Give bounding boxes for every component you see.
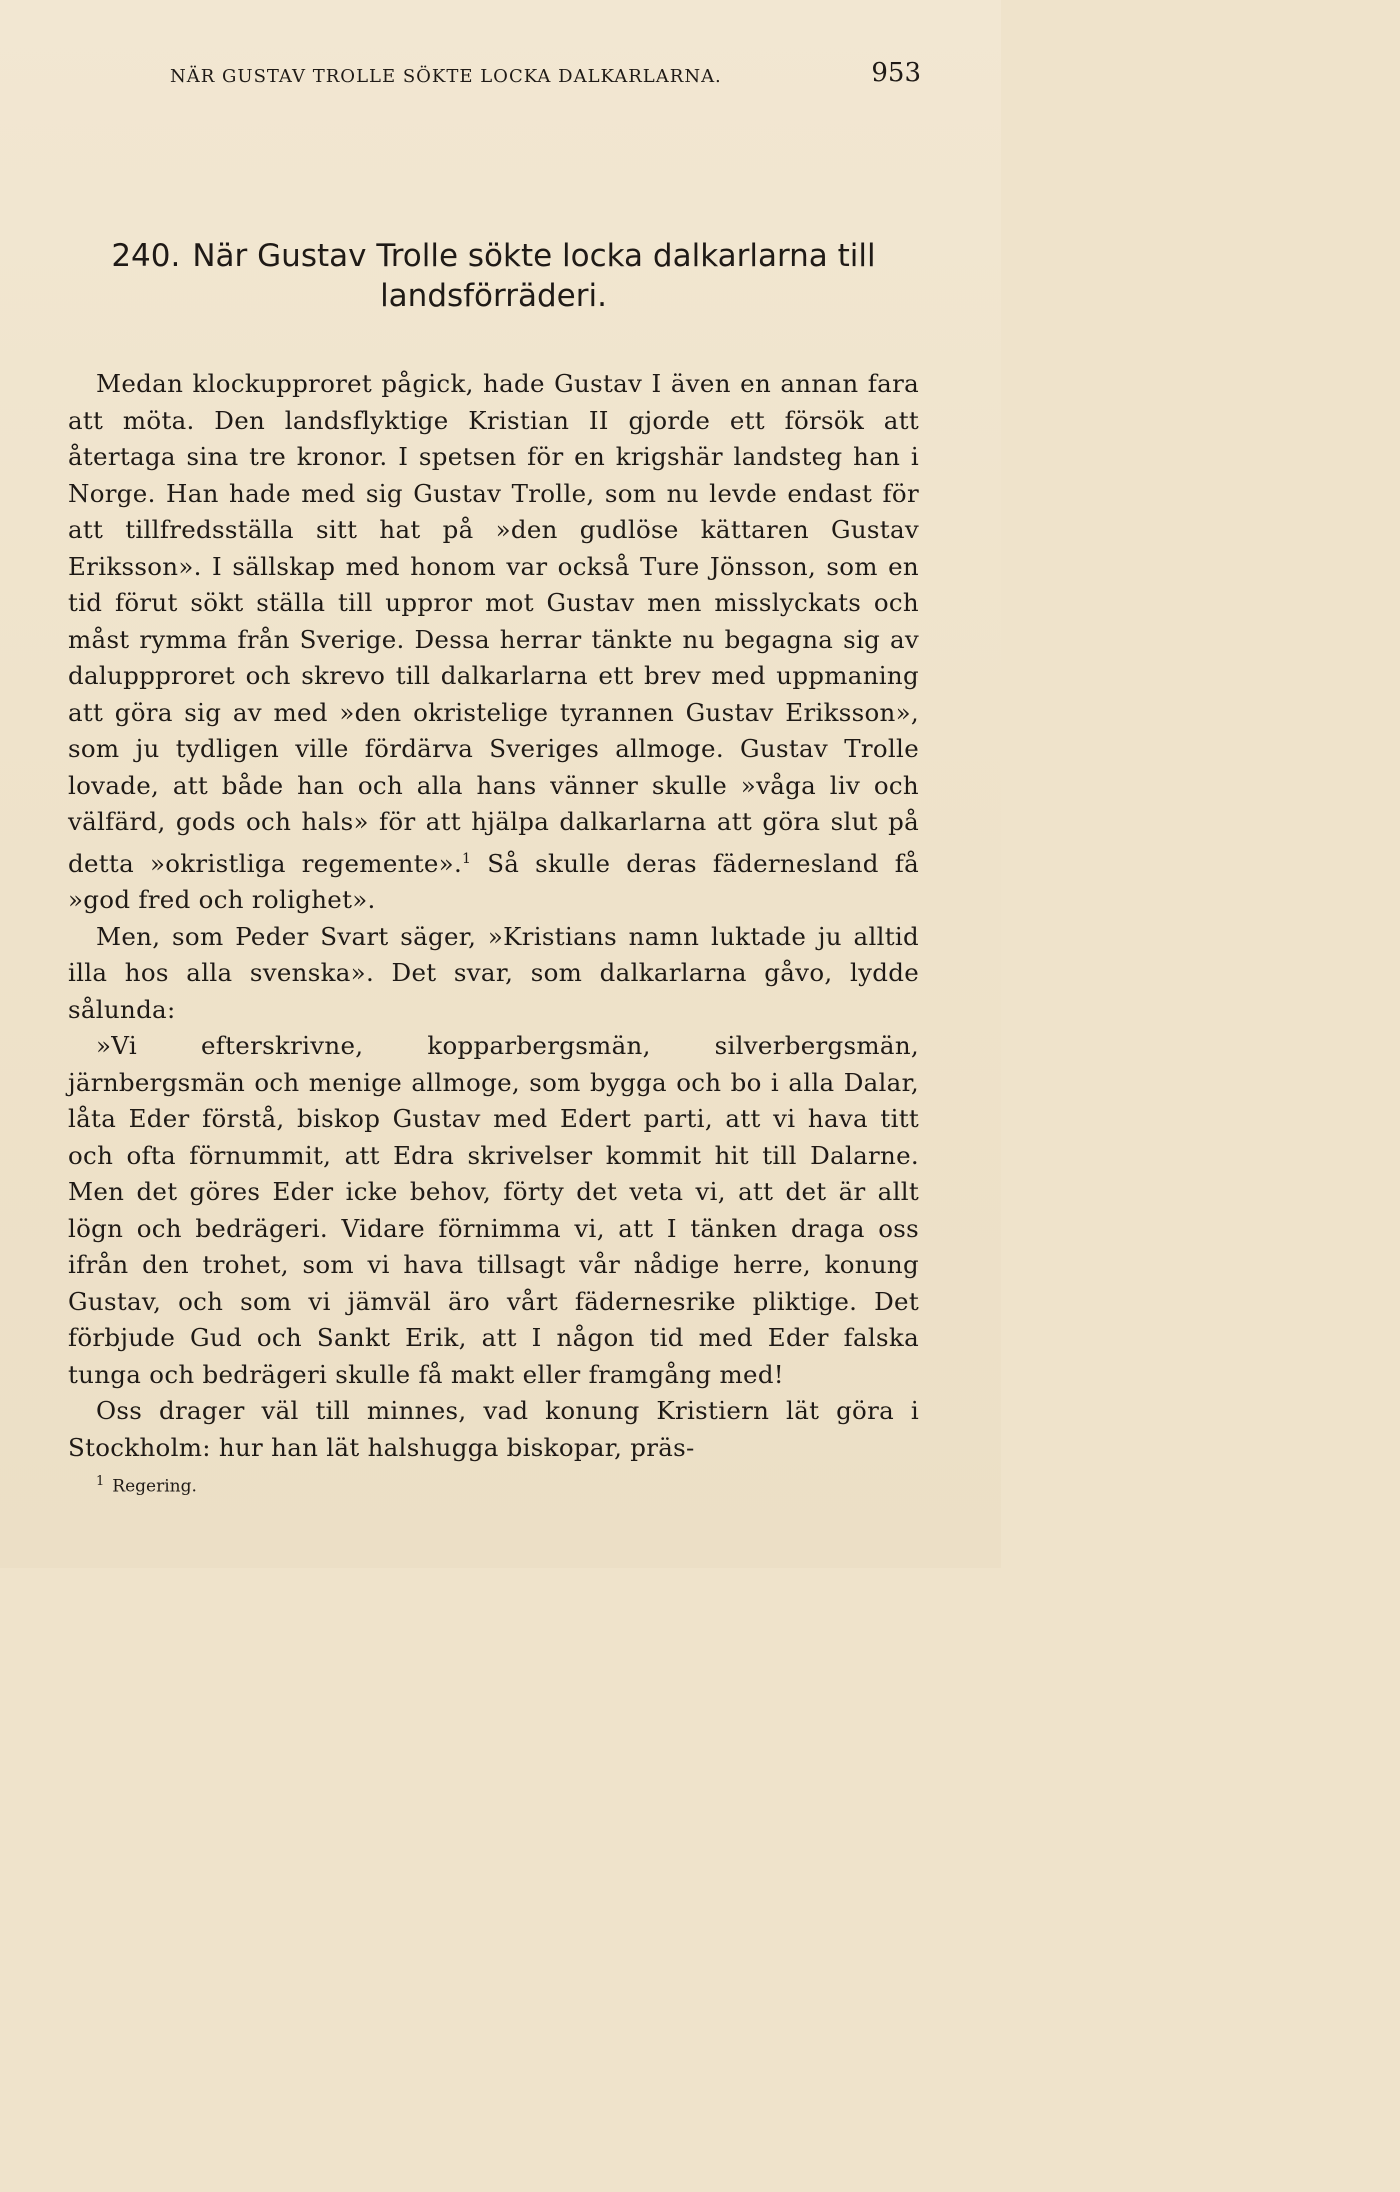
paragraph-2: Men, som Peder Svart säger, »Kristians namn luktade ju alltid illa hos alla svenska». Det svar, som dalkarlarna gåvo, lydde sålunda: — [68, 921, 919, 1024]
page-number: 953 — [871, 58, 921, 88]
chapter-heading — [68, 236, 919, 316]
footnote-text: Regering. — [112, 1476, 197, 1497]
chapter-number: 240. — [111, 238, 181, 274]
body-text — [68, 366, 919, 1466]
chapter-title: När Gustav Trolle sökte locka dalkarlarna till landsförräderi. — [192, 238, 876, 314]
paragraph-1-text: Medan klockupproret pågick, hade Gustav I även en annan fara att möta. Den landsflyktige Kristian II gjorde ett försök att återtaga sina tre kronor. I spetsen för en krigshär landsteg han i Norge. Han hade med sig Gustav Trolle, som nu levde endast för att tillfredsställa sitt hat på »den gudlöse kättaren Gustav Eriksson». I sällskap med honom var också Ture Jönsson, som en tid förut sökt ställa till uppror mot Gustav men misslyckats och måst rymma från Sverige. Dessa herrar tänkte nu begagna sig av daluppproret och skrevo till dalkarlarna ett brev med uppmaning att göra sig av med »den okristelige tyrannen Gustav Eriksson», som ju tydligen ville fördärva Sveriges allmoge. Gustav Trolle lovade, att både han och alla hans vänner skulle »våga liv och välfärd, gods och hals» för att hjälpa dalkarlarna att göra slut på detta »okristliga regemente». — [68, 369, 919, 878]
paragraph-1-tail: Så skulle deras fädernesland få »god fred och rolighet». — [68, 848, 920, 915]
footnote — [96, 1474, 197, 1497]
footnote-mark: 1 — [96, 1474, 105, 1489]
paragraph-4: Oss drager väl till minnes, vad konung Kristiern lät göra i Stockholm: hur han lät halshugga biskopar, präs- — [68, 1396, 919, 1462]
running-head — [68, 50, 919, 110]
paragraph-3-letter: »Vi efterskrivne, kopparbergsmän, silverbergsmän, järnbergsmän och menige allmoge, som bygga och bo i alla Dalar, låta Eder förstå, biskop Gustav med Edert parti, att vi hava titt och ofta förnummit, att Edra skrivelser kommit hit till Dalarne. Men det göres Eder icke behov, förty det veta vi, att det är allt lögn och bedrägeri. Vidare förnimma vi, att I tänken draga oss ifrån den trohet, som vi hava tillsagt vår nådige herre, konung Gustav, och som vi jämväl äro vårt fädernesrike pliktige. Det förbjude Gud och Sankt Erik, att I någon tid med Eder falska tunga och bedrägeri skulle få makt eller framgång med! — [68, 1031, 919, 1389]
paragraph-1 — [68, 366, 919, 919]
running-head-title: NÄR GUSTAV TROLLE SÖKTE LOCKA DALKARLARNA. — [170, 66, 722, 87]
footnote-reference: 1 — [462, 850, 472, 867]
